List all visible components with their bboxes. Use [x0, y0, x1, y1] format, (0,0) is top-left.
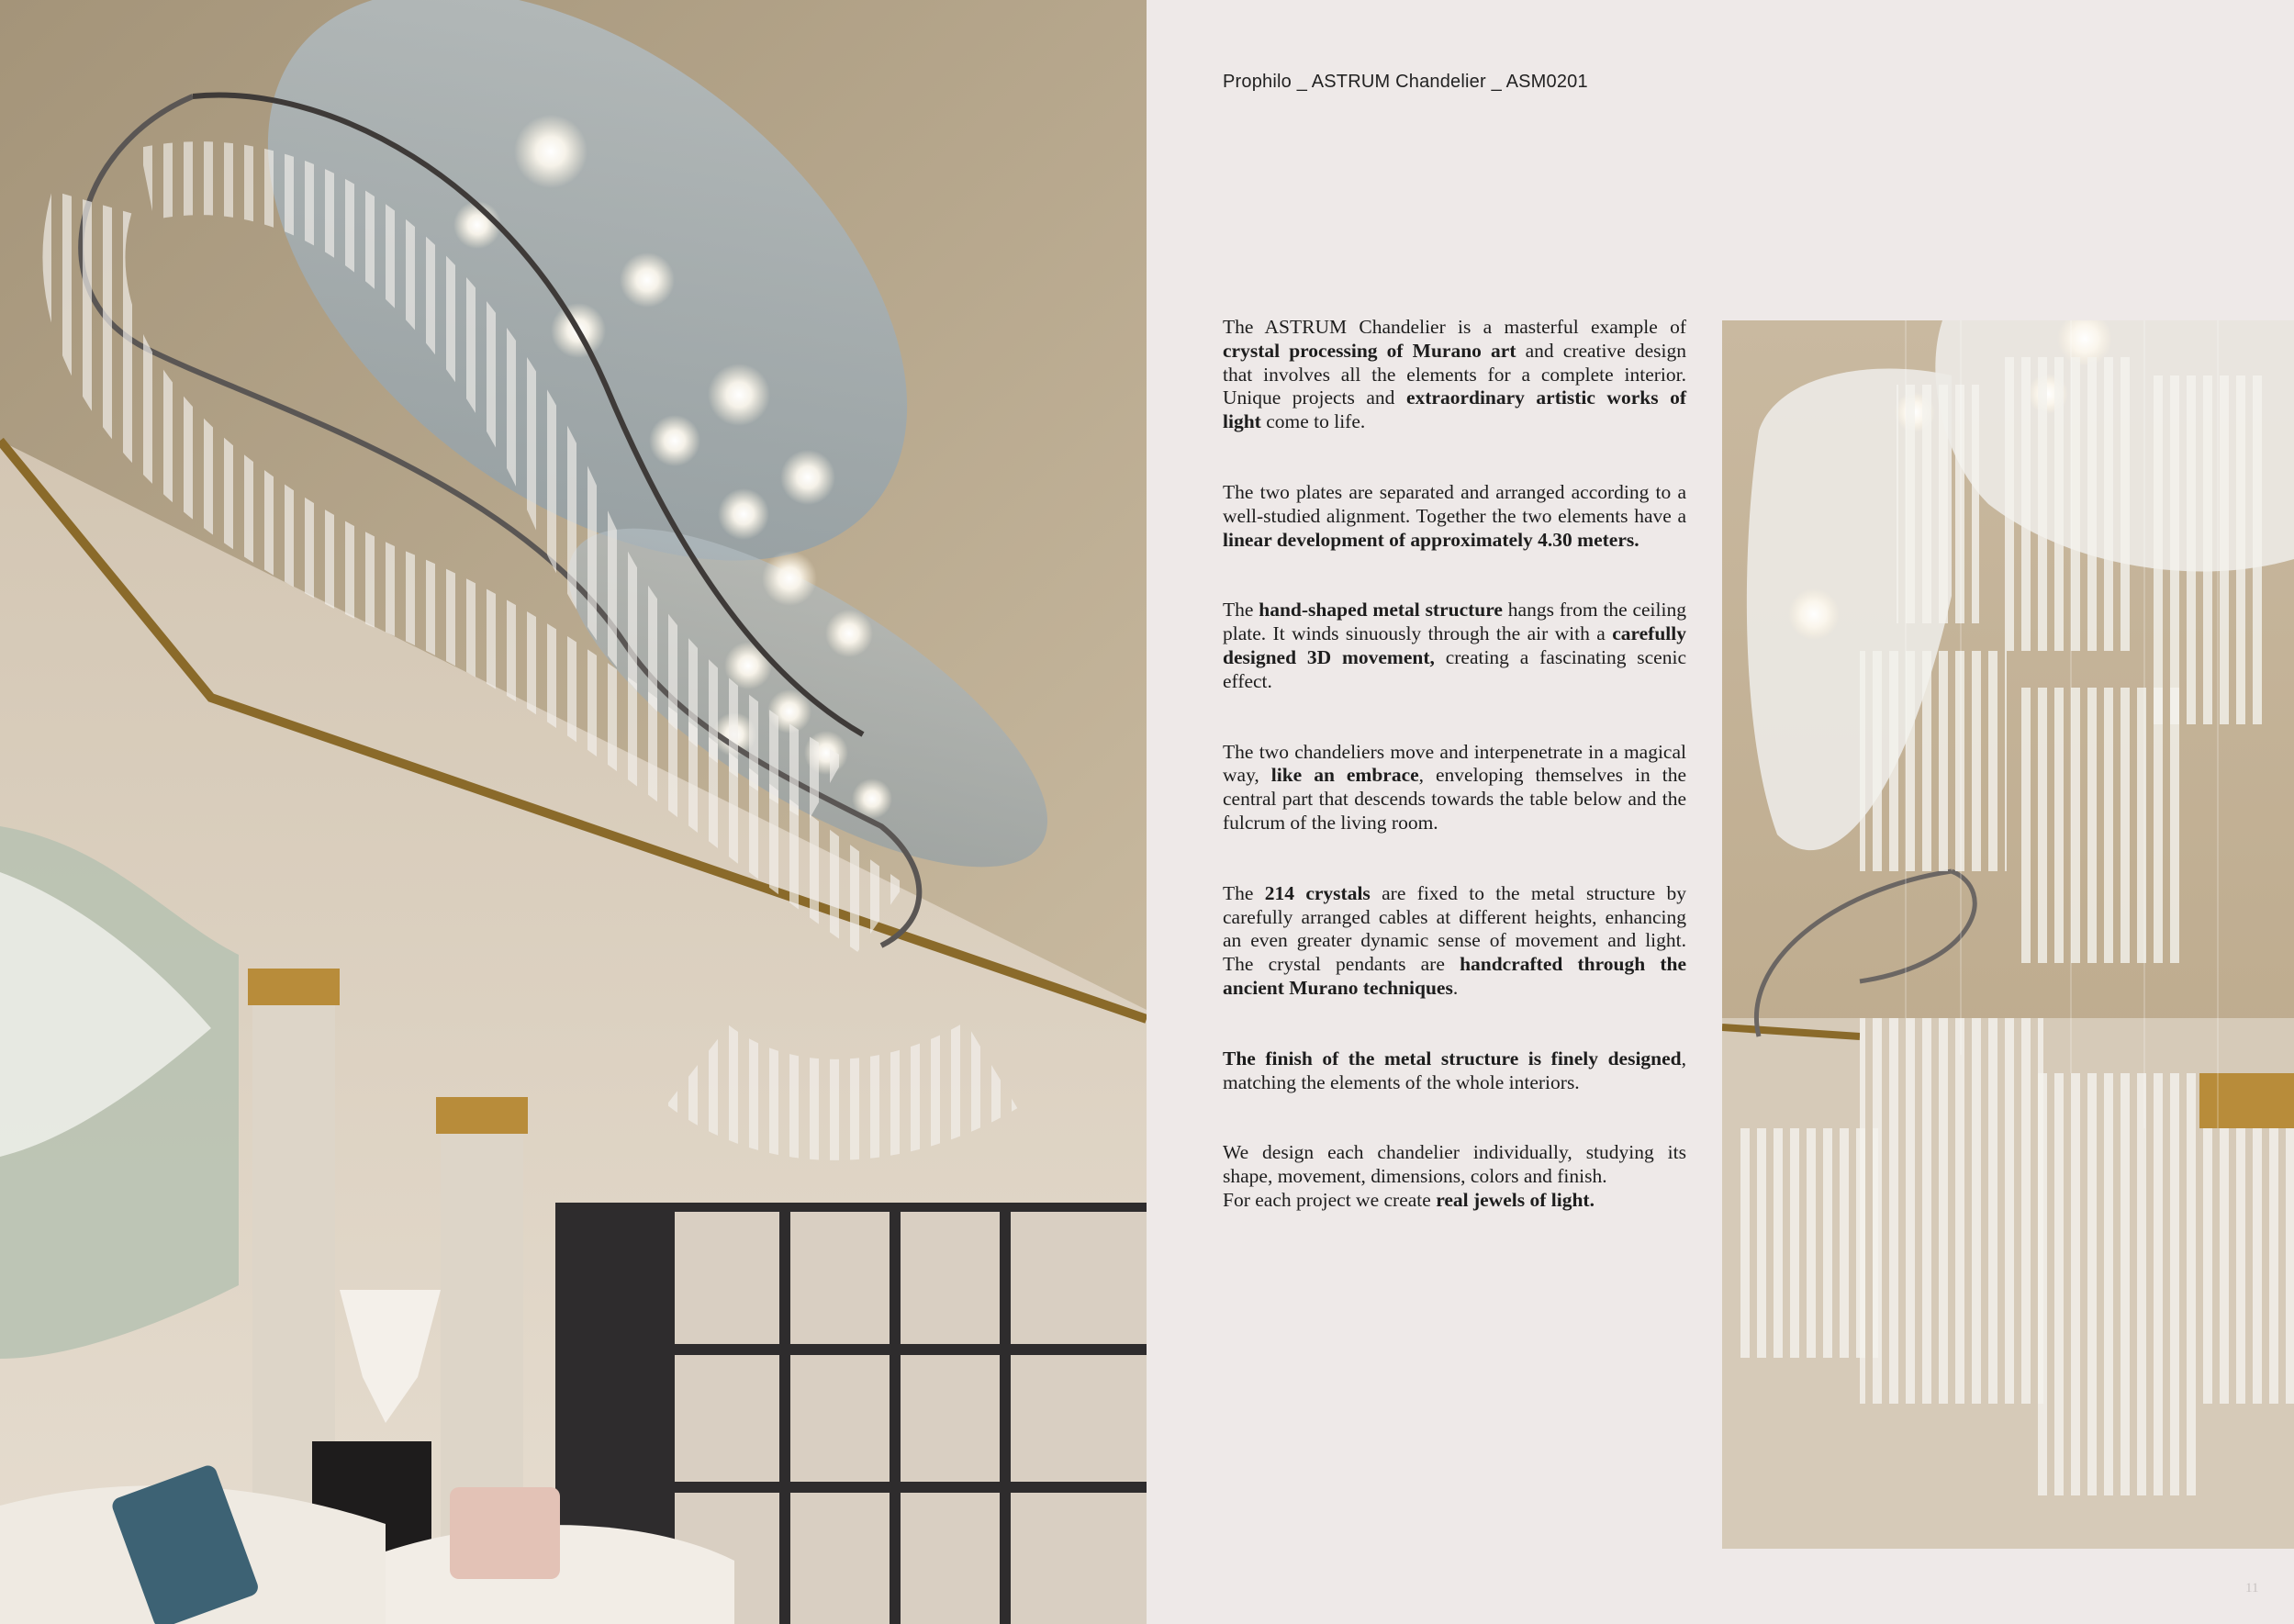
text: hangs from the ceiling plate. It winds sinuously through the air with a	[1223, 599, 1686, 645]
text: creating a fascinating scenic effect.	[1223, 645, 1686, 692]
description-text	[1223, 316, 1686, 1213]
paragraph	[1223, 1141, 1686, 1212]
text: and creative design that involves all the elements for a complete interior. Unique projects and	[1223, 339, 1687, 409]
bold-text: The finish of the metal structure is finely designed	[1223, 1047, 1682, 1070]
bold-text: linear development of approximately 4.30 meters.	[1223, 528, 1639, 551]
bold-text: crystal processing of Murano art	[1223, 339, 1516, 362]
bold-text: hand-shaped metal structure	[1259, 599, 1503, 622]
page-number: 11	[2245, 1581, 2259, 1596]
chandelier-detail-photo	[1722, 320, 2294, 1549]
text: .	[1452, 976, 1459, 999]
text: For each project we create	[1223, 1188, 1437, 1211]
text: come to life.	[1260, 410, 1366, 433]
bold-text: real jewels of light.	[1436, 1188, 1595, 1211]
text: are fixed to the metal structure by carefully arranged cables at different heights, enhancing an even greater dynamic sense of movement and light. The crystal pendants are	[1223, 881, 1687, 976]
text: , enveloping themselves in the central part that descends towards the table below and the fulcrum of the living room.	[1223, 764, 1686, 834]
text: The two chandeliers move and interpenetrate in a magical way,	[1223, 740, 1686, 787]
paragraph	[1223, 882, 1686, 1001]
paragraph	[1223, 599, 1686, 693]
bold-text: extraordinary artistic works of light	[1223, 386, 1686, 433]
text: The	[1223, 881, 1265, 904]
text: The two plates are separated and arranged according to a well-studied alignment. Together the two elements have a	[1223, 480, 1686, 527]
bold-text: like an embrace	[1270, 764, 1419, 787]
text: The	[1223, 599, 1259, 622]
text: We design each chandelier individually, studying its shape, movement, dimensions, colors and finish.	[1223, 1141, 1686, 1188]
bold-text: carefully designed 3D movement,	[1223, 622, 1686, 668]
paragraph	[1223, 741, 1686, 835]
document-header: Prophilo _ ASTRUM Chandelier _ ASM0201	[1223, 72, 1588, 92]
paragraph	[1223, 1047, 1686, 1095]
bold-text: handcrafted through the ancient Murano techniques	[1223, 953, 1687, 999]
text: The ASTRUM Chandelier is a masterful example of	[1223, 316, 1686, 338]
paragraph	[1223, 481, 1686, 552]
bold-text: 214 crystals	[1264, 881, 1371, 904]
text: , matching the elements of the whole interiors.	[1223, 1047, 1686, 1093]
paragraph	[1223, 316, 1686, 434]
